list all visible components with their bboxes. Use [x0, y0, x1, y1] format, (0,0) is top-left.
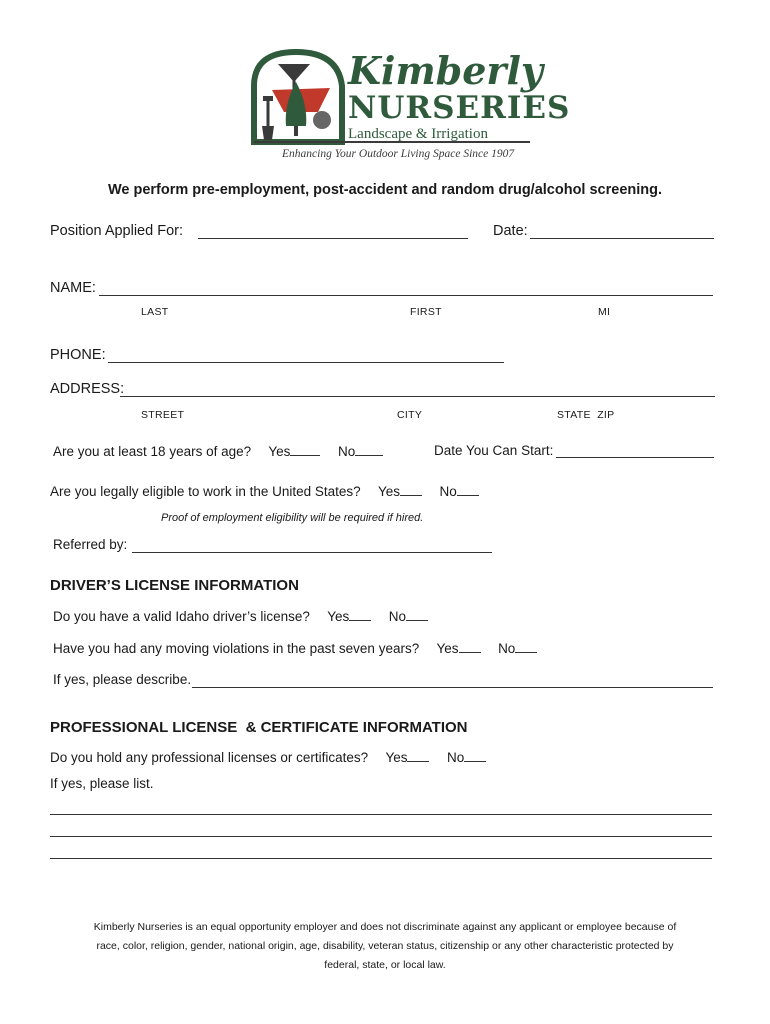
professional-yes-label: Yes	[385, 750, 408, 765]
name-mi-caption: MI	[598, 306, 611, 318]
start-date-field[interactable]	[556, 457, 714, 458]
professional-no-field[interactable]	[464, 749, 486, 762]
legal-no-label: No	[439, 484, 457, 499]
age-question: Are you at least 18 years of age?	[53, 444, 252, 459]
list-field-line-2[interactable]	[50, 836, 712, 837]
valid-license-yes-label: Yes	[327, 609, 350, 624]
violations-row	[53, 640, 537, 656]
age-no-label: No	[337, 444, 356, 459]
age-no-field[interactable]	[355, 443, 383, 456]
referred-label: Referred by:	[53, 537, 128, 552]
valid-license-yes-field[interactable]	[349, 608, 371, 621]
list-field-line-1[interactable]	[50, 814, 712, 815]
company-logo	[250, 46, 571, 166]
address-state-zip-caption: STATE ZIP	[557, 409, 615, 421]
logo-subtitle: Landscape & Irrigation	[348, 126, 488, 142]
eeo-statement	[0, 918, 770, 975]
legal-question: Are you legally eligible to work in the United States?	[50, 484, 361, 499]
logo-caps-name: NURSERIES	[348, 90, 571, 126]
valid-license-no-label: No	[388, 609, 407, 624]
logo-tagline: Enhancing Your Outdoor Living Space Since 1907	[282, 148, 515, 160]
violations-no-field[interactable]	[515, 640, 537, 653]
age-yes-field[interactable]	[290, 443, 320, 456]
violations-yes-field[interactable]	[459, 640, 481, 653]
date-label: Date:	[493, 223, 528, 239]
list-label: If yes, please list.	[50, 776, 154, 791]
address-city-caption: CITY	[397, 409, 423, 421]
eeo-line-2: race, color, religion, gender, national origin, age, disability, veteran status, citizenship or any other characteristic protected by	[96, 940, 674, 952]
phone-label: PHONE:	[50, 347, 106, 363]
professional-question-row	[50, 749, 486, 765]
proof-note: Proof of employment eligibility will be required if hired.	[161, 512, 424, 524]
name-first-caption: FIRST	[410, 306, 442, 318]
position-label: Position Applied For:	[50, 223, 183, 239]
phone-field[interactable]	[108, 362, 504, 363]
violations-question: Have you had any moving violations in the past seven years?	[53, 641, 420, 656]
date-field[interactable]	[530, 238, 714, 239]
professional-no-label: No	[447, 750, 465, 765]
describe-label: If yes, please describe.	[53, 672, 192, 687]
legal-yes-label: Yes	[377, 484, 400, 499]
address-street-caption: STREET	[141, 409, 185, 421]
legal-yes-field[interactable]	[400, 483, 422, 496]
position-field[interactable]	[198, 238, 468, 239]
screening-notice: We perform pre-employment, post-accident and random drug/alcohol screening.	[107, 182, 663, 198]
violations-yes-label: Yes	[436, 641, 459, 656]
professional-yes-field[interactable]	[407, 749, 429, 762]
name-field[interactable]	[99, 295, 713, 296]
address-field[interactable]	[120, 396, 715, 397]
legal-no-field[interactable]	[457, 483, 479, 496]
logo-script-name: Kimberly	[348, 48, 543, 93]
start-date-label: Date You Can Start:	[434, 443, 554, 458]
professional-heading: PROFESSIONAL LICENSE & CERTIFICATE INFORMATION	[50, 719, 468, 736]
violations-no-label: No	[498, 641, 516, 656]
valid-license-question: Do you have a valid Idaho driver’s license?	[53, 609, 310, 624]
drivers-license-heading: DRIVER’S LICENSE INFORMATION	[50, 577, 299, 594]
referred-field[interactable]	[132, 552, 492, 553]
list-field-line-3[interactable]	[50, 858, 712, 859]
address-label: ADDRESS:	[50, 381, 125, 397]
age-question-row	[53, 443, 383, 459]
eeo-line-3: federal, state, or local law.	[324, 959, 446, 971]
describe-field[interactable]	[192, 687, 713, 688]
valid-license-row	[53, 608, 428, 624]
name-label: NAME:	[50, 280, 96, 296]
valid-license-no-field[interactable]	[406, 608, 428, 621]
eeo-line-1: Kimberly Nurseries is an equal opportunity employer and does not discriminate against any applicant or employee because of	[93, 921, 677, 933]
professional-question: Do you hold any professional licenses or certificates?	[50, 750, 369, 765]
legal-question-row	[50, 483, 479, 499]
age-yes-label: Yes	[268, 444, 291, 459]
name-last-caption: LAST	[141, 306, 169, 318]
